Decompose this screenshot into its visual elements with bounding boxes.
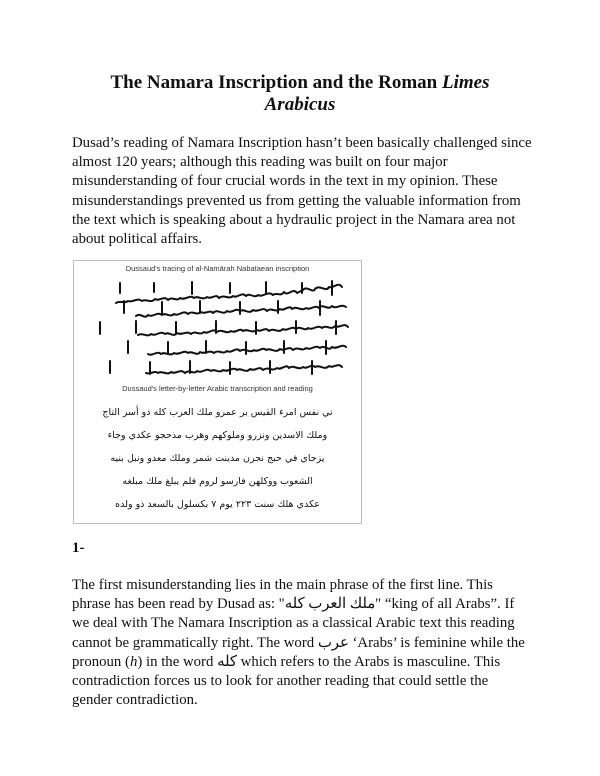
body-text-4: ) in the word [137, 653, 218, 670]
body-text-5: which refers to the Arabs is masculine. This contradiction forces us to look for another reading that could settle the gender contradiction. [72, 653, 501, 709]
title-italic-limes: Limes [441, 72, 490, 93]
arabic-word-kullih: كله [217, 653, 237, 670]
figure-caption-transcription: Dussaud's letter-by-letter Arabic transcription and reading [122, 384, 313, 393]
body-text-1: The first misunderstanding lies in the main phrase of the first line. This phrase has been read by Dusad as: " [72, 577, 493, 613]
nabataean-tracing-image [80, 279, 355, 377]
title-text: The Namara Inscription and the Roman [110, 72, 442, 93]
body-text-3: ‘Arabs’ is feminine while the pronoun ( [72, 634, 525, 670]
pronoun-h: h [129, 653, 138, 670]
body-text-2: " “king of all Arabs”. If we deal with The Namara Inscription as a classical Arabic text this reading cannot be grammatically right. The word [72, 596, 515, 651]
intro-paragraph: Dusad’s reading of Namara Inscription hasn’t been basically challenged since almost 120 years; although this reading was built on four major misunderstanding of four crucial words in the text in my opinion. These misunderstandings prevented us from getting the valuable information from the text which is speaking about a hydraulic project in the Namara area not about political affairs. [72, 135, 532, 248]
arabic-line: وملك الاسدين ونزرو وملوكهم وهرب مذحجو عكدي وجاء [107, 430, 328, 441]
arabic-line: عكدي هلك سنت ٢٢٣ يوم ٧ بكسلول بالسعد ذو ولده [115, 499, 320, 510]
inscription-figure [73, 260, 362, 524]
body-paragraph [72, 576, 532, 710]
document-title [60, 72, 540, 116]
arabic-phrase-king-of-all-arabs: ملك العرب كله [284, 596, 376, 613]
arabic-line: يزجاي في حبج نجرن مدينت شمر وملك معدو ونبل بنيه [110, 453, 325, 464]
arabic-word-arabs: عرب [317, 634, 349, 651]
section-number: 1- [72, 540, 85, 556]
figure-caption-tracing: Dussaud's tracing of al-Namārah Nabataean inscription [125, 264, 310, 273]
arabic-line: تي نفس امرء القيس بر عمرو ملك العرب كله ذو أسر التاج [102, 407, 333, 418]
title-italic-arabicus: Arabicus [264, 94, 336, 115]
arabic-transcription [82, 401, 353, 516]
arabic-line: الشعوب ووكلهن فارسو لروم فلم يبلغ ملك مبلغه [122, 476, 313, 487]
